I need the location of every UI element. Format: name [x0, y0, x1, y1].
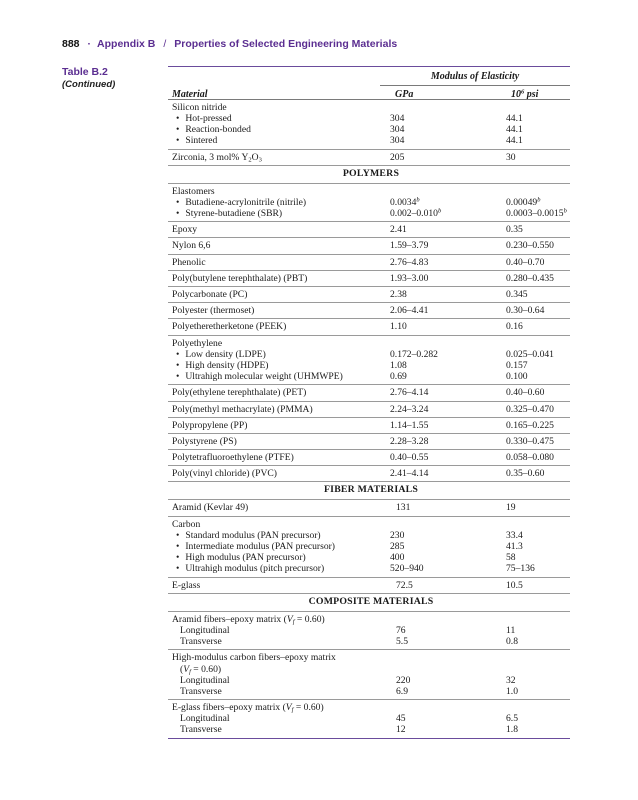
modulus-span-rule [380, 85, 570, 86]
table-row: Aramid fibers–epoxy matrix $(V_f = 0.60)$ [172, 613, 325, 626]
table-row: Elastomers [172, 185, 215, 197]
table-row: • Ultrahigh modulus (pitch precursor) 520–940 75–136 [172, 563, 570, 574]
table-row: Poly(vinyl chloride) (PVC) 2.41–4.14 0.35–0.60 [172, 468, 545, 480]
psi-col-header: $10^6$ psi [511, 88, 539, 100]
table-label: Table B.2 [62, 66, 108, 78]
table-row: • Hot-pressed 304 44.1 [172, 113, 570, 124]
table-row: Aramid (Kevlar 49) 131 19 [172, 502, 516, 514]
page-number: 888 [62, 38, 80, 50]
table-row: E-glass fibers–epoxy matrix $(V_f = 0.60)$ [172, 702, 324, 714]
table-row: • Sintered 304 44.1 [172, 135, 570, 146]
table-row: • Standard modulus (PAN precursor) 230 33.4 [172, 530, 570, 541]
appendix-title: Properties of Selected Engineering Materials [174, 38, 398, 50]
table-row: Poly(butylene terephthalate) (PBT) 1.93–3.00 0.280–0.435 [172, 272, 554, 284]
header-separator: / [163, 38, 167, 50]
table-row: Poly(methyl methacrylate) (PMMA) 2.24–3.24 0.325–0.470 [172, 403, 554, 415]
table-row: $(V_f = 0.60)$ [180, 663, 222, 676]
table-row: • Ultrahigh molecular weight (UHMWPE) 0.69 0.100 [172, 371, 570, 382]
section-heading-composite: COMPOSITE MATERIALS [308, 595, 434, 607]
running-header [62, 38, 397, 54]
table-row: • High density (HDPE) 1.08 0.157 [172, 360, 570, 371]
table-row: Poly(ethylene terephthalate) (PET) 2.76–4.14 0.40–0.60 [172, 387, 545, 399]
table-row: Polyester (thermoset) 2.06–4.41 0.30–0.64 [172, 305, 545, 317]
table-row: Polyethylene [172, 337, 223, 349]
table-row: Nylon 6,6 1.59–3.79 0.230–0.550 [172, 240, 554, 252]
properties-table [172, 100, 570, 741]
table-row: Zirconia, 3 mol% $Y_2O_3$ 205 30 [172, 151, 516, 164]
table-row: Polycarbonate (PC) 2.38 0.345 [172, 289, 528, 301]
appendix-label: Appendix B [97, 38, 156, 50]
header-dot: · [87, 38, 92, 50]
table-continued: (Continued) [62, 79, 116, 90]
table-row: E-glass 72.5 10.5 [172, 579, 523, 591]
table-row: Transverse 12 1.8 [180, 724, 518, 736]
section-heading-fiber: FIBER MATERIALS [324, 484, 418, 496]
table-row: Longitudinal 45 6.5 [180, 713, 518, 725]
table-row: Longitudinal 76 11 [180, 624, 516, 636]
table-row: • Butadiene-acrylonitrile (nitrile) 0.0034$^b$ 0.00049$^b$ [172, 197, 570, 208]
material-col-header: Material [172, 89, 208, 100]
table-row: Silicon nitride [172, 101, 227, 113]
table-row: Carbon [172, 518, 201, 530]
table-row: Epoxy 2.41 0.35 [172, 224, 523, 236]
table-row: • Intermediate modulus (PAN precursor) 285 41.3 [172, 541, 570, 552]
gpa-col-header: GPa [395, 89, 414, 100]
table-row: • Reaction-bonded 304 44.1 [172, 124, 570, 135]
table-row: Polytetrafluoroethylene (PTFE) 0.40–0.55 0.058–0.080 [172, 452, 554, 464]
table-row: Transverse 6.9 1.0 [180, 685, 518, 697]
table-row: • Low density (LDPE) 0.172–0.282 0.025–0.041 [172, 349, 570, 360]
table-row: Longitudinal 220 32 [180, 674, 516, 686]
table-row: Polystyrene (PS) 2.28–3.28 0.330–0.475 [172, 435, 554, 447]
table-row: High-modulus carbon fibers–epoxy matrix [172, 652, 336, 664]
table-row: Polypropylene (PP) 1.14–1.55 0.165–0.225 [172, 419, 554, 431]
section-heading-polymers: POLYMERS [342, 167, 400, 179]
table-row: Polyetheretherketone (PEEK) 1.10 0.16 [172, 321, 523, 333]
table-row: • Styrene-butadiene (SBR) 0.002–0.010$^b$ 0.0003–0.0015$^b$ [172, 208, 570, 219]
table-row: • High modulus (PAN precursor) 400 58 [172, 552, 570, 563]
table-row: Transverse 5.5 0.8 [180, 636, 518, 648]
modulus-group-header: Modulus of Elasticity [430, 71, 520, 82]
table-top-rule [168, 66, 570, 67]
table-row: Phenolic 2.76–4.83 0.40–0.70 [172, 256, 545, 268]
